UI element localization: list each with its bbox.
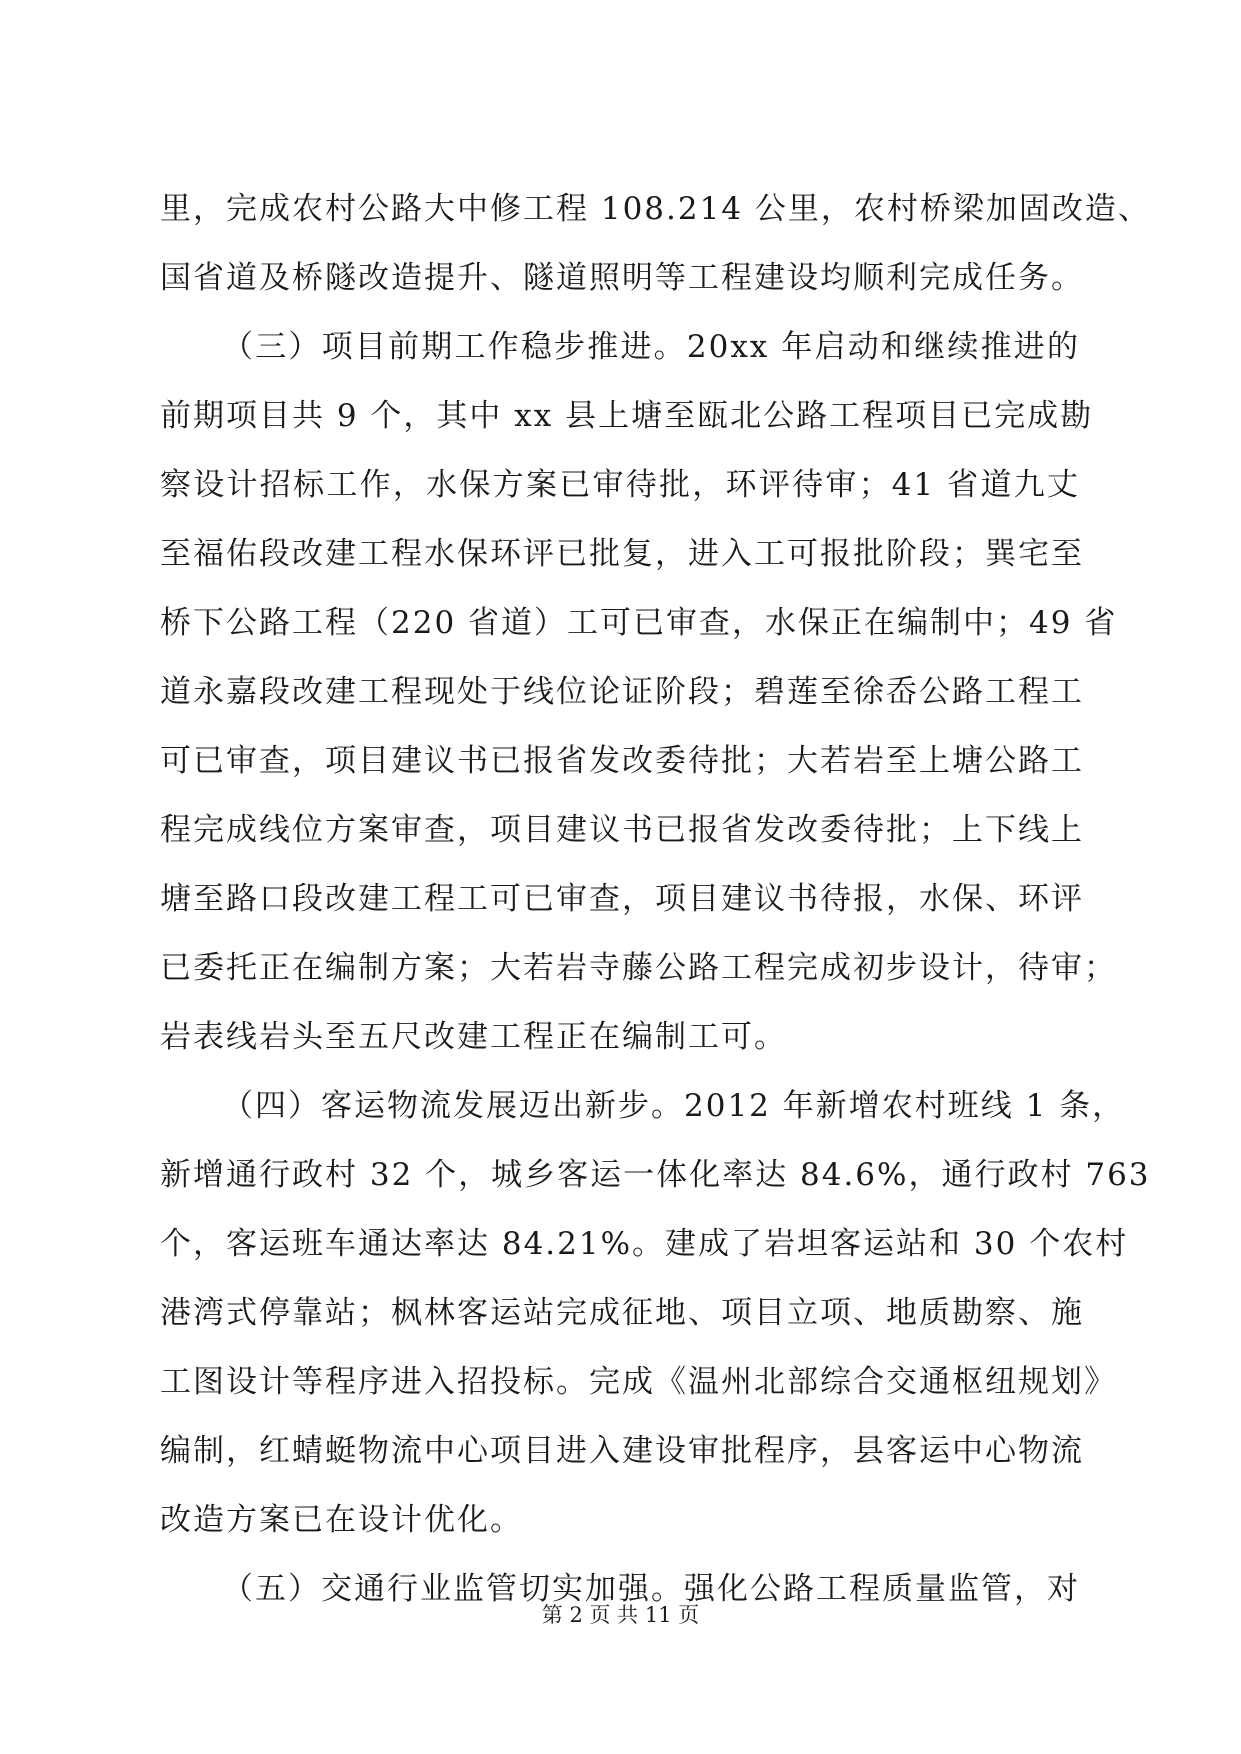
body-text-line: 前期项目共 9 个，其中 xx 县上塘至瓯北公路工程项目已完成勘 [160, 398, 1094, 434]
body-text-line: 个，客运班车通达率达 84.21%。建成了岩坦客运站和 30 个农村 [160, 1226, 1129, 1262]
body-text-line: 新增通行政村 32 个，城乡客运一体化率达 84.6%，通行政村 763 [160, 1157, 1151, 1193]
body-text-line: 改造方案已在设计优化。 [160, 1502, 523, 1538]
body-text-line: 桥下公路工程（220 省道）工可已审查，水保正在编制中；49 省 [160, 605, 1118, 641]
section-heading-line: （四）客运物流发展迈出新步。2012 年新增农村班线 1 条， [222, 1088, 1126, 1124]
body-text-line: 可已审查，项目建议书已报省发改委待批；大若岩至上塘公路工 [160, 743, 1084, 779]
body-text-line: 港湾式停靠站；枫林客运站完成征地、项目立项、地质勘察、施 [160, 1295, 1084, 1331]
body-text-line: 程完成线位方案审查，项目建议书已报省发改委待批；上下线上 [160, 812, 1084, 848]
body-text-line: 里，完成农村公路大中修工程 108.214 公里，农村桥梁加固改造、 [160, 191, 1151, 227]
body-text-line: 岩表线岩头至五尺改建工程正在编制工可。 [160, 1019, 787, 1055]
section-heading-line: （三）项目前期工作稳步推进。20xx 年启动和继续推进的 [222, 329, 1080, 365]
body-text-line: 已委托正在编制方案；大若岩寺藤公路工程完成初步设计，待审； [160, 950, 1117, 986]
section-heading-line: （五）交通行业监管切实加强。强化公路工程质量监管，对 [222, 1571, 1080, 1607]
body-text-line: 察设计招标工作，水保方案已审待批，环评待审；41 省道九丈 [160, 467, 1080, 503]
body-text-line: 道永嘉段改建工程现处于线位论证阶段；碧莲至徐岙公路工程工 [160, 674, 1084, 710]
body-text-line: 工图设计等程序进入招投标。完成《温州北部综合交通枢纽规划》 [160, 1364, 1117, 1400]
body-text-line: 编制，红蜻蜓物流中心项目进入建设审批程序，县客运中心物流 [160, 1433, 1084, 1469]
body-text-line: 塘至路口段改建工程工可已审查，项目建议书待报，水保、环评 [160, 881, 1084, 917]
page-number-footer: 第 2 页 共 11 页 [541, 1603, 700, 1627]
body-text-line: 至福佑段改建工程水保环评已批复，进入工可报批阶段；巽宅至 [160, 536, 1084, 572]
body-text-line: 国省道及桥隧改造提升、隧道照明等工程建设均顺利完成任务。 [160, 260, 1084, 296]
